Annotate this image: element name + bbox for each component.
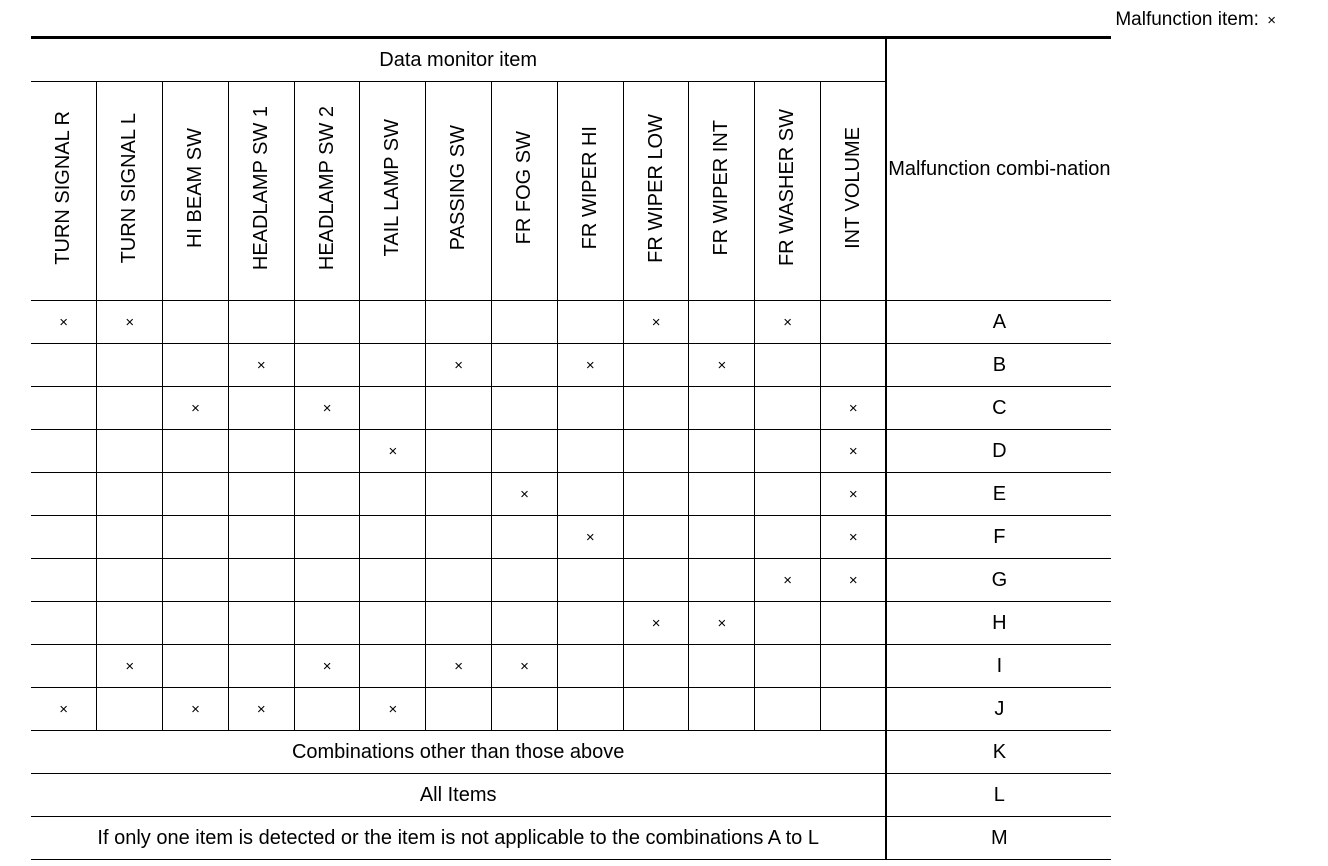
malfunction-mark-cell — [31, 559, 97, 602]
malfunction-mark-cell — [623, 516, 689, 559]
malfunction-mark-cell — [228, 516, 294, 559]
column-header-tail-lamp-sw — [360, 82, 426, 301]
table-row — [31, 387, 1111, 430]
malfunction-mark-cell: × — [689, 602, 755, 645]
column-header-label: FR WASHER SW — [776, 109, 799, 267]
column-header-turn-signal-r — [31, 82, 97, 301]
malfunction-mark-cell — [294, 301, 360, 344]
malfunction-mark-cell — [163, 516, 229, 559]
malfunction-mark-cell — [557, 387, 623, 430]
malfunction-mark-cell — [31, 344, 97, 387]
column-header-label: INT VOLUME — [841, 127, 864, 249]
malfunction-mark-cell — [492, 301, 558, 344]
malfunction-mark-cell — [426, 559, 492, 602]
malfunction-mark-cell — [360, 344, 426, 387]
table-row — [31, 473, 1111, 516]
malfunction-mark-cell — [821, 645, 887, 688]
malfunction-mark-cell — [228, 602, 294, 645]
malfunction-mark-cell — [492, 344, 558, 387]
malfunction-mark-cell — [623, 344, 689, 387]
malfunction-mark-cell — [97, 344, 163, 387]
malfunction-mark-cell — [426, 516, 492, 559]
malfunction-mark-cell: × — [360, 430, 426, 473]
combination-description: All Items — [31, 774, 886, 817]
column-header-label: TURN SIGNAL R — [52, 111, 75, 265]
column-header-passing-sw — [426, 82, 492, 301]
combination-letter: E — [886, 473, 1111, 516]
malfunction-mark-cell — [31, 387, 97, 430]
column-header-label: HI BEAM SW — [183, 127, 206, 248]
column-header-fr-wiper-hi — [557, 82, 623, 301]
combination-letter: F — [886, 516, 1111, 559]
malfunction-mark-cell: × — [31, 301, 97, 344]
combination-letter: D — [886, 430, 1111, 473]
malfunction-mark-cell — [557, 430, 623, 473]
malfunction-mark-cell — [360, 559, 426, 602]
malfunction-mark-cell — [294, 344, 360, 387]
malfunction-mark-cell: × — [623, 301, 689, 344]
column-header-fr-wiper-low — [623, 82, 689, 301]
malfunction-mark-cell — [557, 645, 623, 688]
malfunction-mark-cell — [294, 559, 360, 602]
malfunction-mark-cell: × — [163, 387, 229, 430]
malfunction-mark-cell: × — [755, 559, 821, 602]
malfunction-mark-cell: × — [623, 602, 689, 645]
table-row — [31, 602, 1111, 645]
table-row-span — [31, 731, 1111, 774]
malfunction-mark-cell — [228, 387, 294, 430]
malfunction-mark-cell — [623, 645, 689, 688]
malfunction-mark-cell — [821, 688, 887, 731]
column-header-label: PASSING SW — [447, 125, 470, 251]
malfunction-mark-cell — [97, 602, 163, 645]
combination-letter: I — [886, 645, 1111, 688]
malfunction-mark-cell — [294, 430, 360, 473]
malfunction-mark-cell: × — [821, 430, 887, 473]
malfunction-mark-cell — [492, 559, 558, 602]
malfunction-mark-cell — [97, 473, 163, 516]
combination-letter: G — [886, 559, 1111, 602]
column-header-label: HEADLAMP SW 2 — [315, 105, 338, 271]
malfunction-mark-cell — [360, 516, 426, 559]
malfunction-mark-cell: × — [97, 645, 163, 688]
malfunction-mark-cell — [755, 602, 821, 645]
malfunction-mark-cell — [623, 387, 689, 430]
malfunction-mark-cell — [163, 301, 229, 344]
malfunction-mark-cell — [97, 688, 163, 731]
malfunction-mark-cell — [689, 645, 755, 688]
table-row — [31, 430, 1111, 473]
malfunction-mark-cell — [228, 301, 294, 344]
malfunction-mark-cell — [97, 387, 163, 430]
malfunction-mark-cell — [426, 688, 492, 731]
malfunction-mark-cell — [623, 430, 689, 473]
combination-letter: J — [886, 688, 1111, 731]
column-header-label: FR WIPER INT — [710, 120, 733, 256]
combination-letter: B — [886, 344, 1111, 387]
malfunction-mark-cell — [360, 387, 426, 430]
legend-label: Malfunction item: — [1115, 9, 1259, 30]
malfunction-mark-cell — [228, 559, 294, 602]
malfunction-mark-cell: × — [821, 559, 887, 602]
malfunction-mark-cell: × — [426, 645, 492, 688]
malfunction-mark-cell — [557, 301, 623, 344]
column-header-fr-washer-sw — [755, 82, 821, 301]
malfunction-mark-cell: × — [294, 645, 360, 688]
malfunction-mark-cell — [31, 430, 97, 473]
table-row — [31, 645, 1111, 688]
combination-description: Combinations other than those above — [31, 731, 886, 774]
combination-letter: A — [886, 301, 1111, 344]
malfunction-mark-cell — [821, 301, 887, 344]
malfunction-mark-cell — [31, 473, 97, 516]
malfunction-mark-cell — [755, 645, 821, 688]
malfunction-mark-cell — [755, 430, 821, 473]
malfunction-mark-cell: × — [492, 473, 558, 516]
malfunction-mark-cell — [426, 387, 492, 430]
malfunction-mark-cell — [97, 516, 163, 559]
table-row — [31, 344, 1111, 387]
malfunction-mark-cell: × — [31, 688, 97, 731]
malfunction-mark-cell — [689, 516, 755, 559]
malfunction-mark-cell — [426, 301, 492, 344]
malfunction-mark-cell — [31, 516, 97, 559]
malfunction-mark-cell: × — [228, 344, 294, 387]
malfunction-mark-cell: × — [755, 301, 821, 344]
malfunction-mark-cell — [228, 430, 294, 473]
column-header-label: FR WIPER LOW — [644, 113, 667, 263]
malfunction-mark-cell — [755, 473, 821, 516]
column-header-fr-wiper-int — [689, 82, 755, 301]
malfunction-mark-cell — [689, 559, 755, 602]
malfunction-mark-cell — [492, 688, 558, 731]
malfunction-mark-cell: × — [557, 344, 623, 387]
malfunction-mark-cell — [360, 602, 426, 645]
malfunction-mark-cell — [294, 602, 360, 645]
malfunction-mark-cell: × — [228, 688, 294, 731]
table-row — [31, 301, 1111, 344]
malfunction-mark-cell: × — [557, 516, 623, 559]
malfunction-mark-cell: × — [294, 387, 360, 430]
data-monitor-item-header: Data monitor item — [31, 38, 886, 82]
malfunction-mark-cell — [228, 645, 294, 688]
malfunction-mark-cell — [755, 344, 821, 387]
malfunction-mark-cell: × — [821, 387, 887, 430]
malfunction-mark-cell — [360, 645, 426, 688]
malfunction-mark-cell — [755, 516, 821, 559]
malfunction-mark-cell — [294, 473, 360, 516]
table-row-span — [31, 774, 1111, 817]
malfunction-mark-cell — [492, 602, 558, 645]
malfunction-mark-cell — [426, 430, 492, 473]
malfunction-mark-cell — [228, 473, 294, 516]
malfunction-mark-cell — [97, 430, 163, 473]
malfunction-mark-cell — [557, 473, 623, 516]
malfunction-mark-cell — [689, 688, 755, 731]
malfunction-mark-cell: × — [689, 344, 755, 387]
combination-letter: M — [886, 817, 1111, 860]
malfunction-mark-cell — [31, 645, 97, 688]
malfunction-mark-cell — [360, 301, 426, 344]
malfunction-mark-cell — [163, 559, 229, 602]
column-header-label: HEADLAMP SW 1 — [249, 105, 272, 271]
table-row — [31, 688, 1111, 731]
malfunction-mark-cell — [360, 473, 426, 516]
column-header-label: TAIL LAMP SW — [381, 119, 404, 257]
malfunction-mark-cell: × — [360, 688, 426, 731]
malfunction-mark-cell — [294, 516, 360, 559]
table-body — [31, 301, 1111, 860]
malfunction-legend — [1115, 9, 1276, 31]
column-header-turn-signal-l — [97, 82, 163, 301]
malfunction-mark-cell — [492, 516, 558, 559]
malfunction-mark-cell: × — [426, 344, 492, 387]
malfunction-mark-cell — [31, 602, 97, 645]
malfunction-mark-cell — [755, 688, 821, 731]
malfunction-mark-cell — [821, 344, 887, 387]
malfunction-mark-cell — [557, 688, 623, 731]
combination-letter: H — [886, 602, 1111, 645]
malfunction-mark-cell — [623, 559, 689, 602]
column-header-label: TURN SIGNAL L — [118, 112, 141, 264]
malfunction-mark-cell — [163, 430, 229, 473]
malfunction-mark-cell: × — [821, 516, 887, 559]
malfunction-combination-table — [31, 36, 1111, 860]
malfunction-mark-cell — [163, 645, 229, 688]
column-header-hi-beam-sw — [163, 82, 229, 301]
header-row-top — [31, 38, 1111, 82]
column-header-fr-fog-sw — [492, 82, 558, 301]
column-header-int-volume — [821, 82, 887, 301]
malfunction-mark-cell — [623, 688, 689, 731]
malfunction-mark-cell — [623, 473, 689, 516]
table-row — [31, 516, 1111, 559]
malfunction-mark-cell — [689, 387, 755, 430]
legend-mark: × — [1267, 12, 1276, 29]
table-row-span — [31, 817, 1111, 860]
column-header-label: FR FOG SW — [512, 131, 535, 245]
malfunction-mark-cell — [492, 387, 558, 430]
malfunction-mark-cell — [557, 559, 623, 602]
column-header-headlamp-sw-1 — [228, 82, 294, 301]
malfunction-mark-cell — [821, 602, 887, 645]
table-row — [31, 559, 1111, 602]
malfunction-mark-cell — [492, 430, 558, 473]
malfunction-mark-cell — [689, 473, 755, 516]
malfunction-mark-cell: × — [821, 473, 887, 516]
combination-letter: K — [886, 731, 1111, 774]
malfunction-mark-cell — [97, 559, 163, 602]
column-header-headlamp-sw-2 — [294, 82, 360, 301]
malfunction-mark-cell — [755, 387, 821, 430]
malfunction-mark-cell — [163, 344, 229, 387]
malfunction-mark-cell — [426, 473, 492, 516]
combination-letter: C — [886, 387, 1111, 430]
malfunction-mark-cell — [163, 602, 229, 645]
combination-letter: L — [886, 774, 1111, 817]
malfunction-mark-cell: × — [163, 688, 229, 731]
malfunction-mark-cell — [689, 301, 755, 344]
combination-description: If only one item is detected or the item is not applicable to the combinations A to L — [31, 817, 886, 860]
malfunction-mark-cell — [294, 688, 360, 731]
malfunction-mark-cell — [689, 430, 755, 473]
malfunction-mark-cell: × — [492, 645, 558, 688]
malfunction-mark-cell — [426, 602, 492, 645]
malfunction-mark-cell: × — [97, 301, 163, 344]
malfunction-mark-cell — [557, 602, 623, 645]
column-header-label: FR WIPER HI — [578, 126, 601, 250]
malfunction-combination-header: Malfunction combi-nation — [886, 38, 1111, 301]
malfunction-mark-cell — [163, 473, 229, 516]
